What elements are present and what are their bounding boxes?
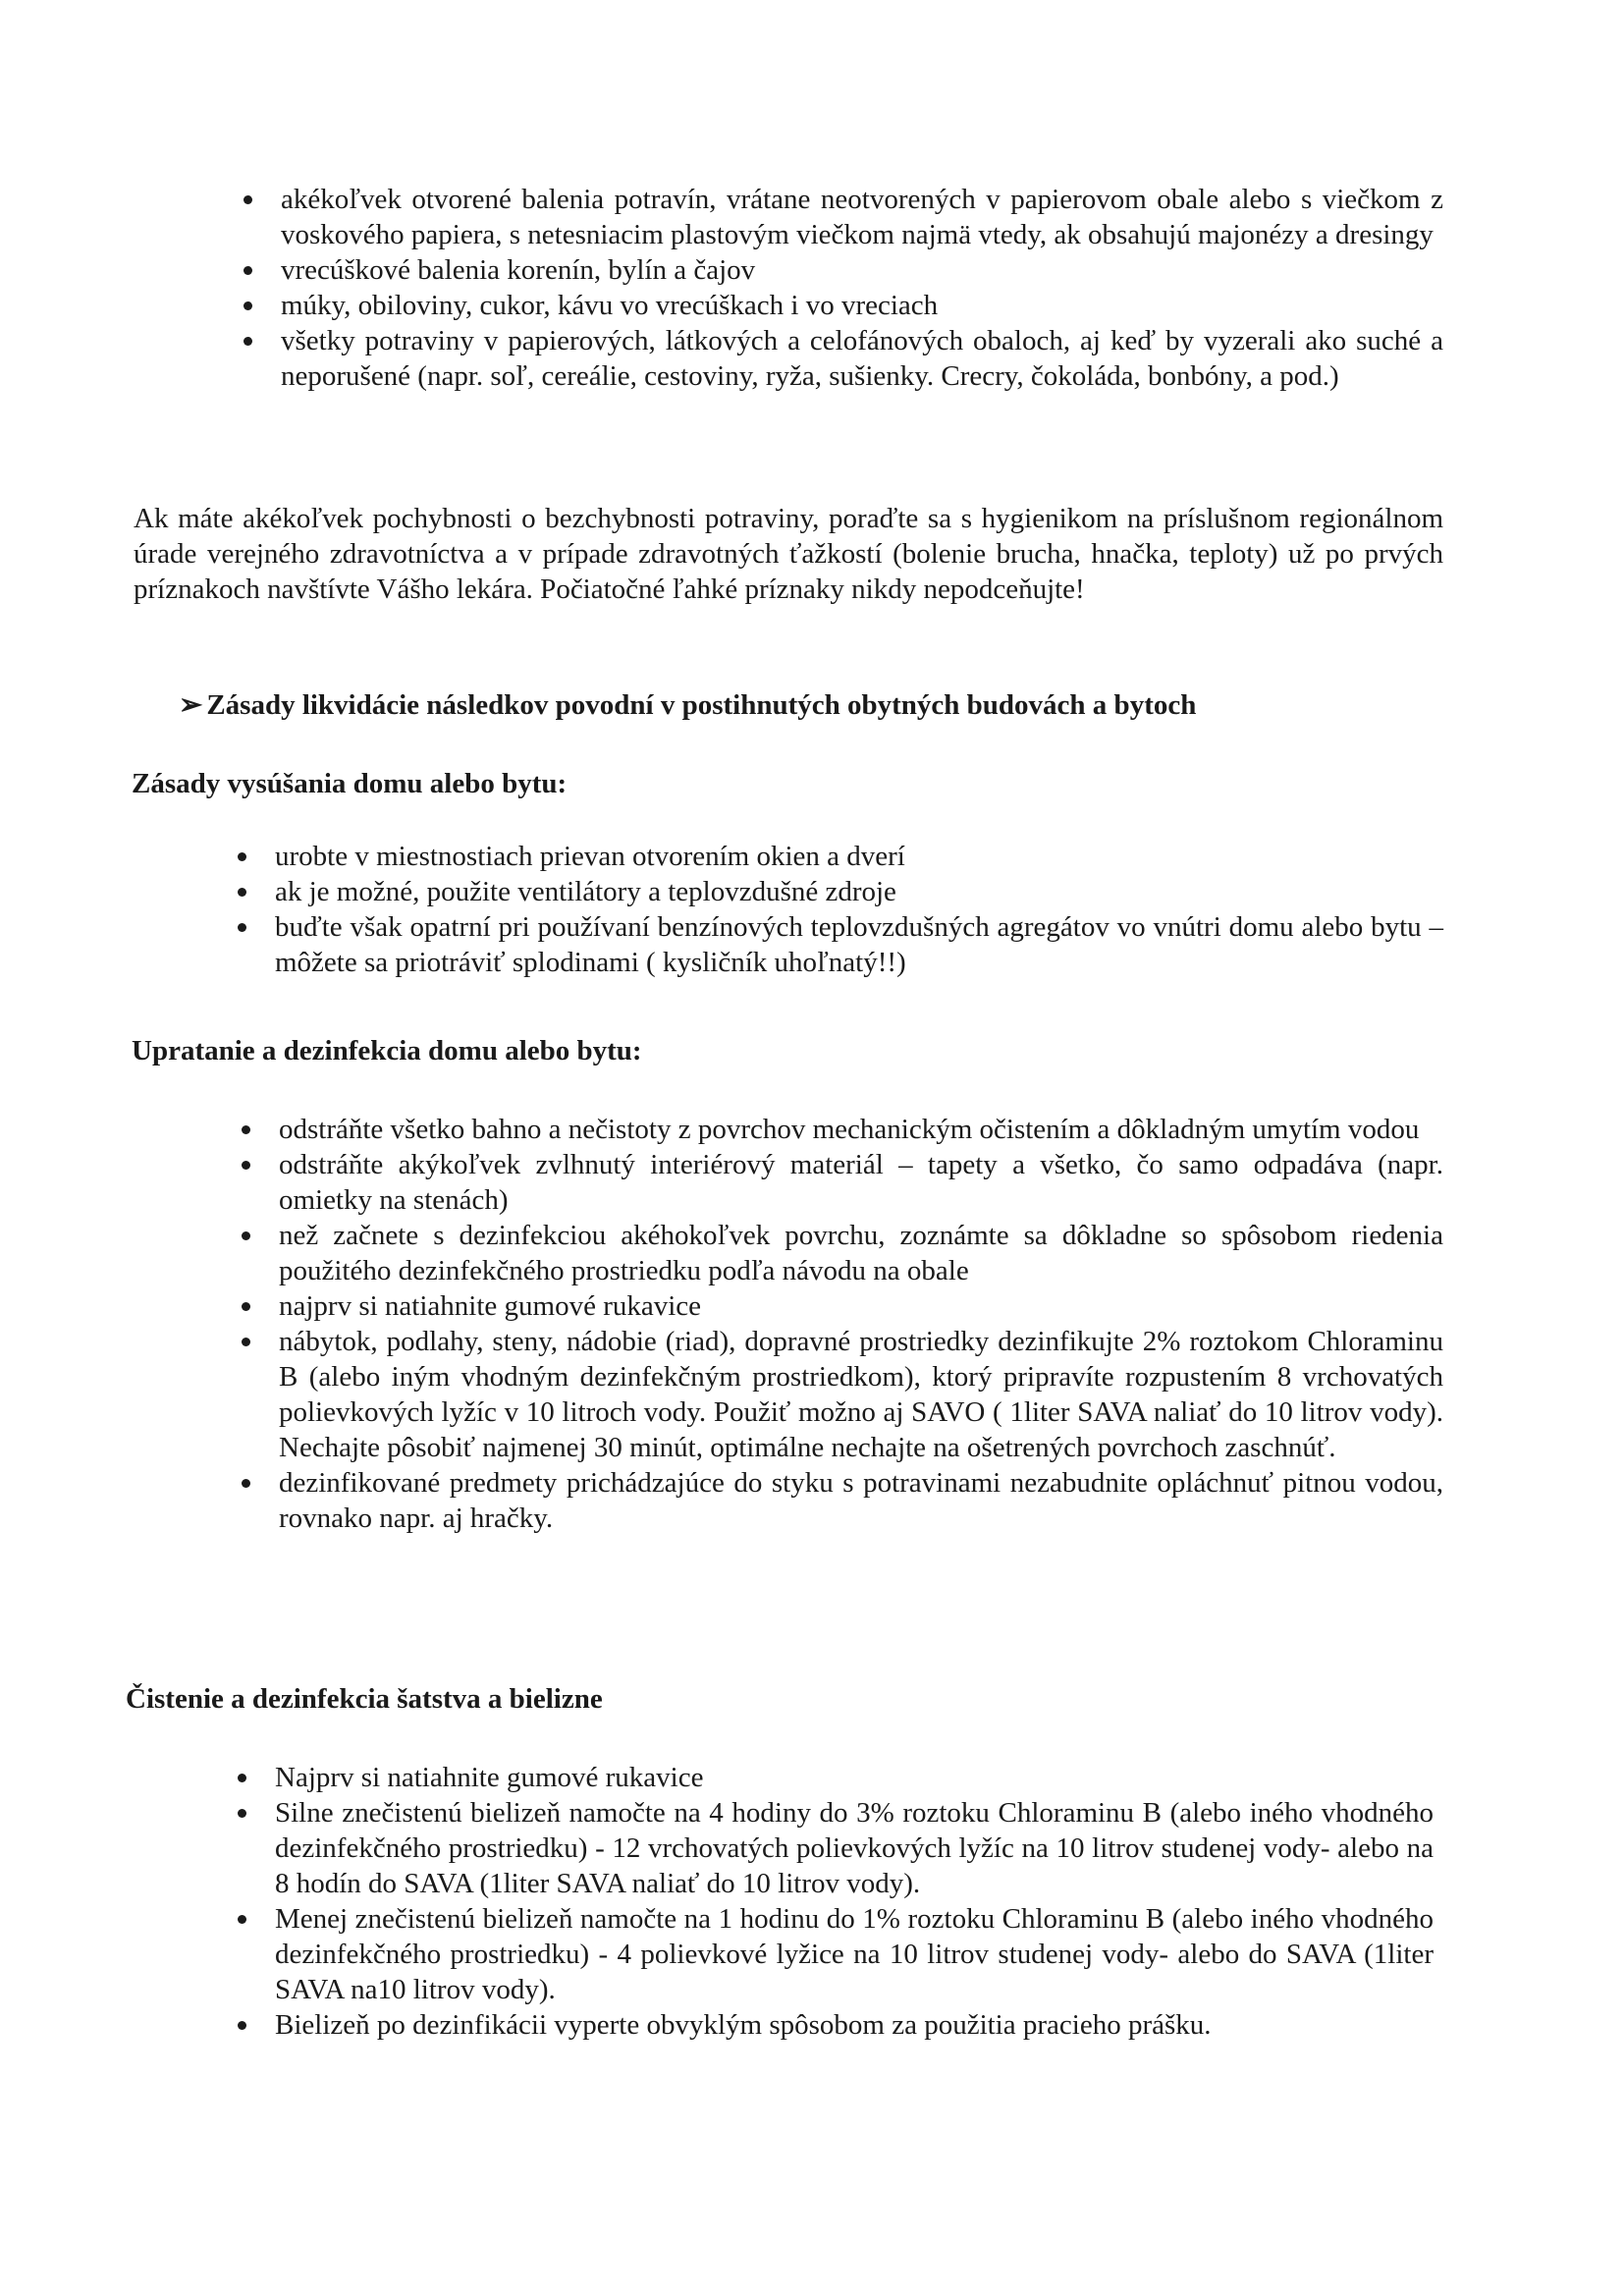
list-item: odstráňte všetko bahno a nečistoty z povrchov mechanickým očistením a dôkladným umytím vodou	[279, 1112, 1443, 1147]
arrow-icon: ➢	[179, 689, 203, 721]
list-item: Najprv si natiahnite gumové rukavice	[275, 1760, 1434, 1795]
drying-list	[275, 839, 1443, 980]
list-item: než začnete s dezinfekciou akéhokoľvek povrchu, zoznámte sa dôkladne so spôsobom riedenia použitého dezinfekčného prostriedku podľa návodu na obale	[279, 1220, 1443, 1286]
laundry-list	[275, 1760, 1434, 2043]
list-item: Bielizeň po dezinfikácii vyperte obvyklým spôsobom za použitia pracieho prášku.	[275, 2007, 1434, 2043]
section-heading-text: Zásady likvidácie následkov povodní v postihnutých obytných budovách a bytoch	[206, 689, 1197, 721]
list-item: dezinfikované predmety prichádzajúce do styku s potravinami nezabudnite opláchnuť pitnou vodou, rovnako napr. aj hračky.	[279, 1467, 1443, 1534]
list-item: najprv si natiahnite gumové rukavice	[279, 1288, 1443, 1324]
list-item: odstráňte akýkoľvek zvlhnutý interiérový materiál – tapety a všetko, čo samo odpadáva (napr. omietky na stenách)	[279, 1149, 1443, 1216]
list-item: buďte však opatrní pri používaní benzínových teplovzdušných agregátov vo vnútri domu alebo bytu – môžete sa priotráviť splodinami ( kysličník uhoľnatý!!)	[275, 911, 1443, 978]
list-item: Silne znečistenú bielizeň namočte na 4 hodiny do 3% roztoku Chloraminu B (alebo iného vhodného dezinfekčného prostriedku) - 12 vrchovatých polievkových lyžíc na 10 litrov studenej vody- alebo na 8 hodín do SAVA (1liter SAVA naliať do 10 litrov vody).	[275, 1797, 1434, 1899]
list-item: ak je možné, použite ventilátory a teplovzdušné zdroje	[275, 874, 1443, 909]
section-heading	[179, 687, 1455, 723]
list-item: urobte v miestnostiach prievan otvorením okien a dverí	[275, 839, 1443, 874]
list-item: vrecúškové balenia korenín, bylín a čajov	[281, 252, 1443, 288]
heading-cleaning: Upratanie a dezinfekcia domu alebo bytu:	[132, 1035, 642, 1066]
list-item: nábytok, podlahy, steny, nádobie (riad), dopravné prostriedky dezinfikujte 2% roztokom Chloraminu B (alebo iným vhodným dezinfekčným prostriedkom), ktorý pripravíte rozpustením 8 vrchovatých polievkových lyžíc v 10 litroch vody. Použiť možno aj SAVO ( 1liter SAVA naliať do 10 litrov vody). Nechajte pôsobiť najmenej 30 minút, optimálne nechajte na ošetrených povrchoch zaschnúť.	[279, 1326, 1443, 1463]
advice-paragraph: Ak máte akékoľvek pochybnosti o bezchybnosti potraviny, poraďte sa s hygienikom na príslušnom regionálnom úrade verejného zdravotníctva a v prípade zdravotných ťažkostí (bolenie brucha, hnačka, teploty) už po prvých príznakoch navštívte Vášho lekára. Počiatočné ľahké príznaky nikdy nepodceňujte!	[134, 503, 1443, 605]
food-list	[281, 182, 1443, 394]
list-item: múky, obiloviny, cukor, kávu vo vrecúškach i vo vreciach	[281, 288, 1443, 323]
heading-laundry: Čistenie a dezinfekcia šatstva a bielizne	[126, 1683, 603, 1715]
heading-drying: Zásady vysúšania domu alebo bytu:	[132, 768, 568, 799]
list-item: všetky potraviny v papierových, látkových a celofánových obaloch, aj keď by vyzerali ako suché a neporušené (napr. soľ, cereálie, cestoviny, ryža, sušienky. Crecry, čokoláda, bonbóny, a pod.)	[281, 325, 1443, 392]
list-item: Menej znečistenú bielizeň namočte na 1 hodinu do 1% roztoku Chloraminu B (alebo iného vhodného dezinfekčného prostriedku) - 4 polievkové lyžice na 10 litrov studenej vody- alebo do SAVA (1liter SAVA na10 litrov vody).	[275, 1903, 1434, 2005]
list-item: akékoľvek otvorené balenia potravín, vrátane neotvorených v papierovom obale alebo s viečkom z voskového papiera, s netesniacim plastovým viečkom najmä vtedy, ak obsahujú majonézy a dresingy	[281, 184, 1443, 250]
cleaning-list	[279, 1112, 1443, 1536]
